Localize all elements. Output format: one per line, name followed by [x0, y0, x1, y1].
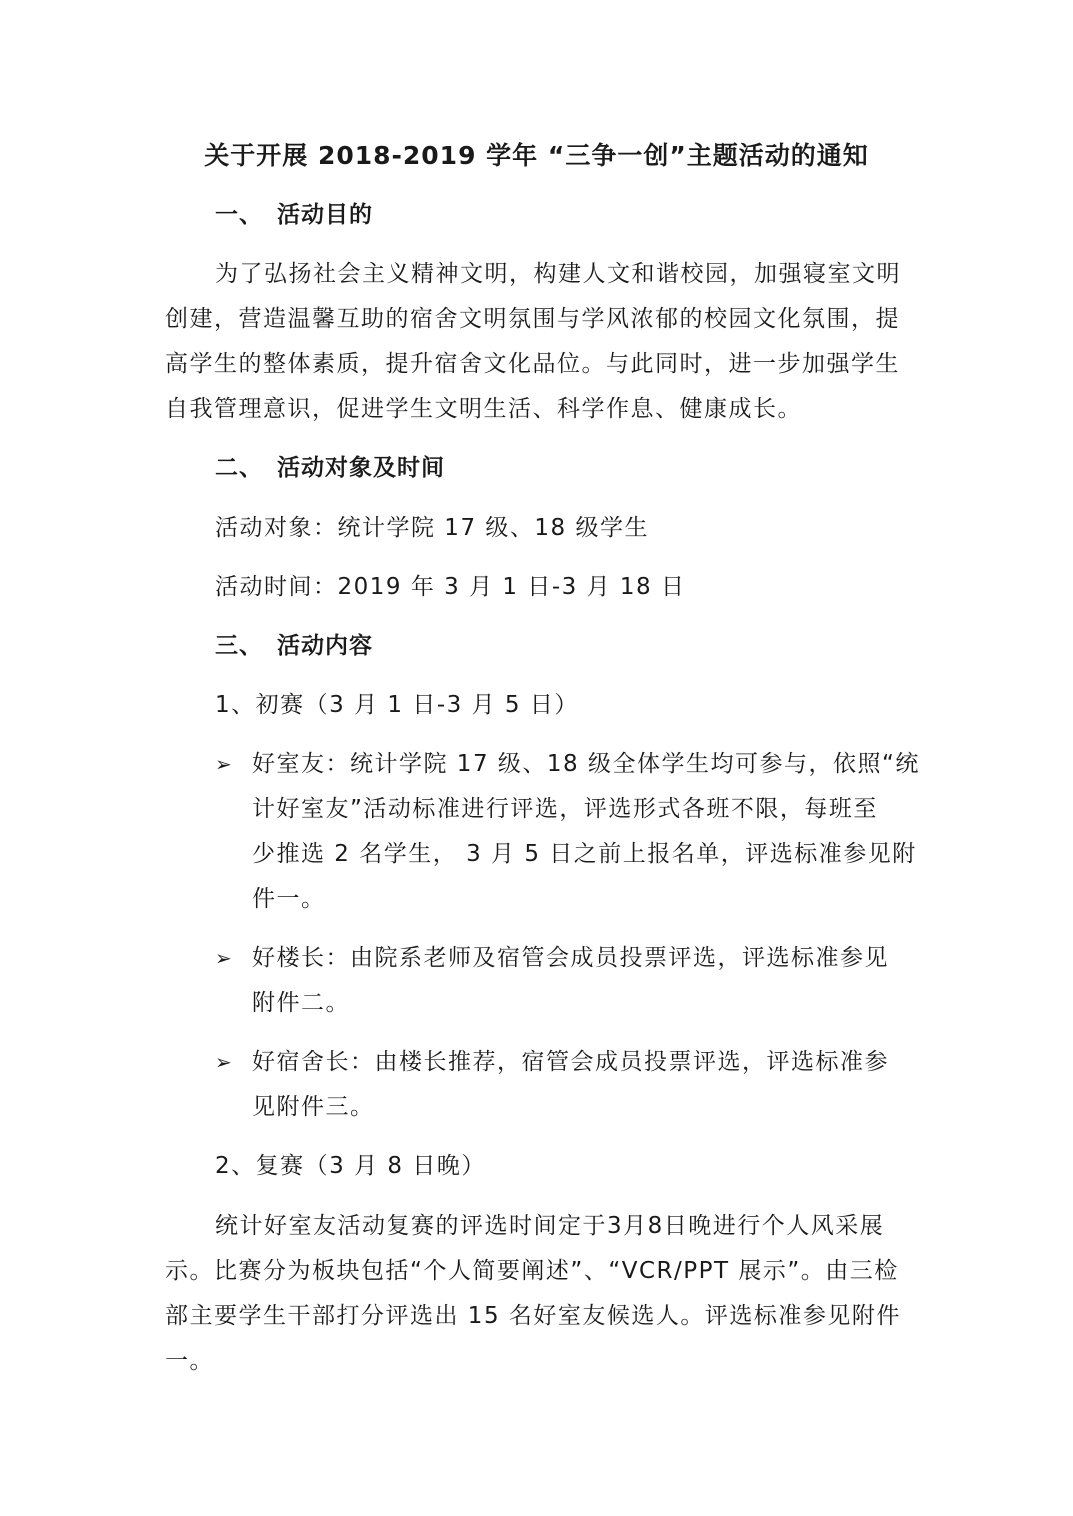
stage1-title: 1、初赛（3 月 1 日-3 月 5 日）: [215, 692, 579, 718]
section3-number: 三、: [215, 633, 263, 659]
document-title: 关于开展 2018-2019 学年 “三争一创”主题活动的通知: [204, 141, 869, 170]
section2-number: 二、: [215, 455, 263, 481]
section1-paragraph-line: 为了弘扬社会主义精神文明，构建人文和谐校园，加强寝室文明: [215, 261, 901, 287]
stage2-paragraph-line: 示。比赛分为板块包括“个人简要阐述”、“VCR/PPT 展示”。由三检: [165, 1258, 899, 1284]
arrow-bullet-icon: ➢: [215, 946, 232, 970]
stage2-title: 2、复赛（3 月 8 日晚）: [215, 1153, 486, 1179]
bullet1-line: 少推选 2 名学生， 3 月 5 日之前上报名单，评选标准参见附: [252, 841, 917, 867]
bullet1-line: 计好室友”活动标准进行评选，评选形式各班不限，每班至: [252, 796, 878, 822]
activity-time: 活动时间：2019 年 3 月 1 日-3 月 18 日: [215, 574, 686, 600]
section1-number: 一、: [215, 202, 263, 228]
section1-heading: [215, 193, 373, 238]
activity-target: 活动对象：统计学院 17 级、18 级学生: [215, 515, 649, 541]
stage2-paragraph-line: 部主要学生干部打分评选出 15 名好室友候选人。评选标准参见附件: [165, 1303, 901, 1329]
section1-paragraph-line: 自我管理意识，促进学生文明生活、科学作息、健康成长。: [165, 396, 802, 422]
arrow-bullet-icon: ➢: [215, 1050, 232, 1074]
bullet1-line: 好室友：统计学院 17 级、18 级全体学生均可参与，依照“统: [252, 751, 920, 777]
section3-heading: [215, 624, 373, 669]
bullet2-line: 附件二。: [252, 990, 350, 1016]
bullet3-line: 见附件三。: [252, 1094, 375, 1120]
bullet3-line: 好宿舍长：由楼长推荐，宿管会成员投票评选，评选标准参: [252, 1049, 889, 1075]
arrow-bullet-icon: ➢: [215, 752, 232, 776]
section1-paragraph-line: 高学生的整体素质，提升宿舍文化品位。与此同时，进一步加强学生: [165, 351, 900, 377]
section1-title: 活动目的: [277, 202, 373, 228]
section1-paragraph-line: 创建，营造温馨互助的宿舍文明氛围与学风浓郁的校园文化氛围，提: [165, 306, 900, 332]
section3-title: 活动内容: [277, 633, 373, 659]
stage2-paragraph-line: 一。: [165, 1348, 214, 1374]
bullet2-line: 好楼长：由院系老师及宿管会成员投票评选，评选标准参见: [252, 945, 889, 971]
section2-heading: [215, 446, 445, 491]
bullet1-line: 件一。: [252, 886, 326, 912]
section2-title: 活动对象及时间: [277, 455, 445, 481]
stage2-paragraph-line: 统计好室友活动复赛的评选时间定于3月8日晚进行个人风采展: [215, 1213, 885, 1239]
